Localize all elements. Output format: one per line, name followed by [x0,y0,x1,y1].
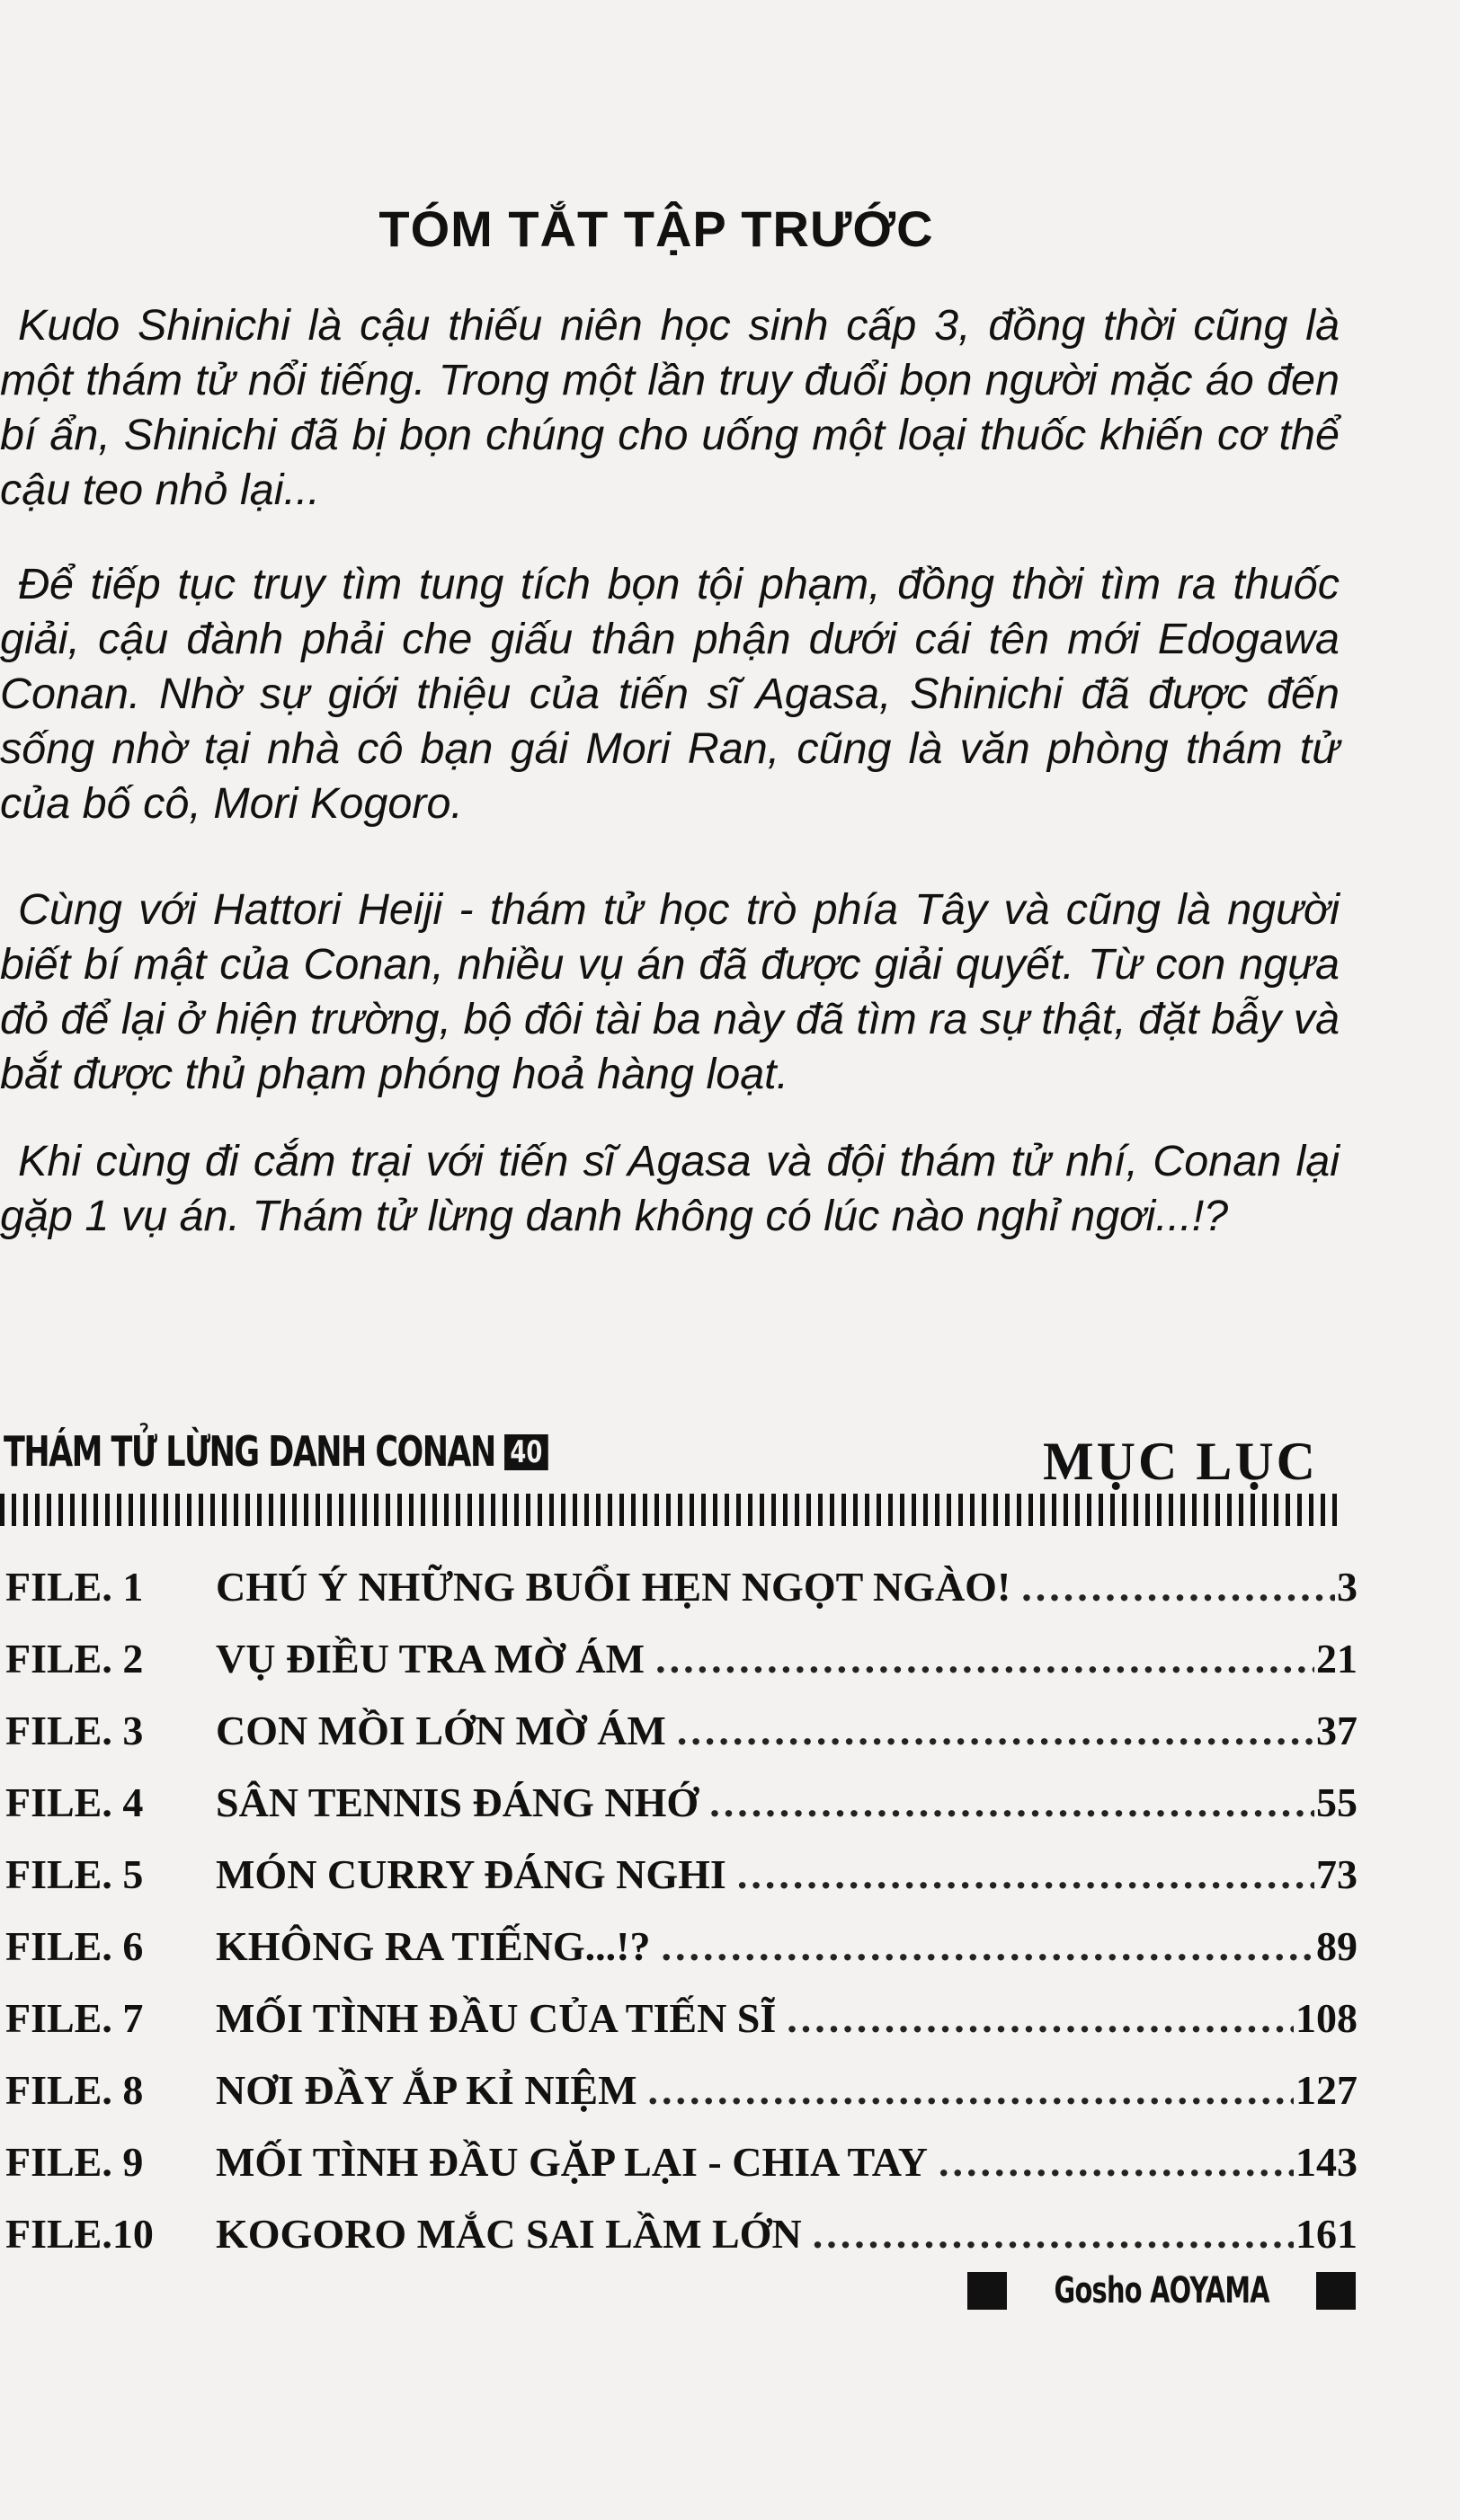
toc-page-number: 143 [1295,2139,1358,2185]
toc-page-number: 89 [1316,1923,1358,1969]
toc-entry[interactable] [0,1767,1358,1839]
toc-page-number: 161 [1295,2211,1358,2257]
summary-paragraph-2 [0,557,1340,831]
summary-title: TÓM TẮT TẬP TRƯỚC [378,200,934,257]
toc-chapter-title: SÂN TENNIS ĐÁNG NHỚ [216,1779,699,1825]
toc-leader-dots [709,1767,1314,1839]
toc-page-number: 55 [1316,1779,1358,1825]
toc-leader-dots [655,1623,1314,1695]
toc-chapter-title: MỐI TÌNH ĐẦU GẶP LẠI - CHIA TAY [216,2139,928,2185]
toc-entry[interactable] [0,1623,1358,1695]
toc-leader-dots [1021,1551,1335,1623]
summary-paragraph-3-text: Cùng với Hattori Heiji - thám tử học trò phía Tây và cũng là người biết bí mật của Conan, nhiều vụ án đã được giải quyết. Từ con ngựa đỏ để lại ở hiện trường, bộ đôi tài ba này đã tìm ra sự thật, đặt bẫy và bắt được thủ phạm phóng hoả hàng loạt. [0,885,1340,1098]
toc-page-number: 73 [1316,1851,1358,1897]
toc-entry[interactable] [0,1839,1358,1911]
toc-file-label: FILE. 5 [5,1851,144,1897]
summary-paragraph-4-text: Khi cùng đi cắm trại với tiến sĩ Agasa và đội thám tử nhí, Conan lại gặp 1 vụ án. Thám tử lừng danh không có lúc nào nghỉ ngơi...!? [0,1137,1340,1240]
toc-entry[interactable] [0,2054,1358,2126]
toc-leader-dots [662,1911,1315,1983]
summary-paragraph-1 [0,298,1340,518]
volume-badge: 40 [504,1434,548,1470]
author-name: Gosho AOYAMA [1054,2270,1269,2311]
toc-chapter-title: NƠI ĐẦY ẮP KỈ NIỆM [216,2067,637,2113]
toc-file-label: FILE. 3 [5,1708,144,1753]
toc-chapter-title: CHÚ Ý NHỮNG BUỔI HẸN NGỌT NGÀO! [216,1564,1011,1610]
toc-chapter-title: MỐI TÌNH ĐẦU CỦA TIẾN SĨ [216,1995,777,2041]
toc-chapter-title: KHÔNG RA TIẾNG...!? [216,1923,651,1969]
toc-file-label: FILE. 4 [5,1779,144,1825]
toc-leader-dots [648,2054,1294,2126]
toc-entry[interactable] [0,1911,1358,1983]
toc-chapter-title: MÓN CURRY ĐÁNG NGHI [216,1851,726,1897]
toc-page-number: 3 [1337,1564,1358,1610]
toc-file-label: FILE. 8 [5,2067,144,2113]
toc-file-label: FILE. 6 [5,1923,144,1969]
toc-chapter-title: CON MỒI LỚN MỜ ÁM [216,1708,666,1753]
toc-entry[interactable] [0,1551,1358,1623]
toc-chapter-title: VỤ ĐIỀU TRA MỜ ÁM [216,1636,645,1681]
toc-leader-dots [677,1695,1314,1767]
summary-paragraph-4 [0,1134,1340,1244]
toc-file-label: FILE. 2 [5,1636,144,1681]
toc-file-label: FILE. 7 [5,1995,144,2041]
summary-paragraph-1-text: Kudo Shinichi là cậu thiếu niên học sinh cấp 3, đồng thời cũng là một thám tử nổi tiếng. Trong một lần truy đuổi bọn người mặc áo đen bí ẩn, Shinichi đã bị bọn chúng cho uống một loại thuốc khiến cơ thể cậu teo nhỏ lại... [0,301,1340,514]
toc-leader-dots [939,2126,1294,2198]
table-of-contents [0,1551,1358,2270]
black-square-icon [1316,2272,1356,2310]
toc-heading: MỤC LỤC [1043,1432,1318,1491]
toc-page-number: 37 [1316,1708,1358,1753]
toc-leader-dots [787,1983,1294,2054]
series-title [4,1427,548,1476]
black-square-icon [967,2272,1007,2310]
toc-entry[interactable] [0,1983,1358,2054]
author-credit [967,2270,1356,2311]
toc-page-number: 127 [1295,2067,1358,2113]
toc-entry[interactable] [0,2126,1358,2198]
toc-leader-dots [737,1839,1314,1911]
decorative-stripe-divider [0,1494,1341,1526]
summary-paragraph-3 [0,883,1340,1102]
toc-file-label: FILE.10 [5,2211,154,2257]
toc-page-number: 21 [1316,1636,1358,1681]
toc-leader-dots [813,2198,1294,2270]
series-title-text: THÁM TỬ LỪNG DANH CONAN [4,1427,495,1476]
toc-chapter-title: KOGORO MẮC SAI LẦM LỚN [216,2211,802,2257]
toc-page-number: 108 [1295,1995,1358,2041]
toc-entry[interactable] [0,1695,1358,1767]
toc-entry[interactable] [0,2198,1358,2270]
toc-file-label: FILE. 1 [5,1564,144,1610]
toc-file-label: FILE. 9 [5,2139,144,2185]
summary-paragraph-2-text: Để tiếp tục truy tìm tung tích bọn tội phạm, đồng thời tìm ra thuốc giải, cậu đành phải che giấu thân phận dưới cái tên mới Edogawa Conan. Nhờ sự giới thiệu của tiến sĩ Agasa, Shinichi đã được đến sống nhờ tại nhà cô bạn gái Mori Ran, cũng là văn phòng thám tử của bố cô, Mori Kogoro. [0,560,1340,828]
